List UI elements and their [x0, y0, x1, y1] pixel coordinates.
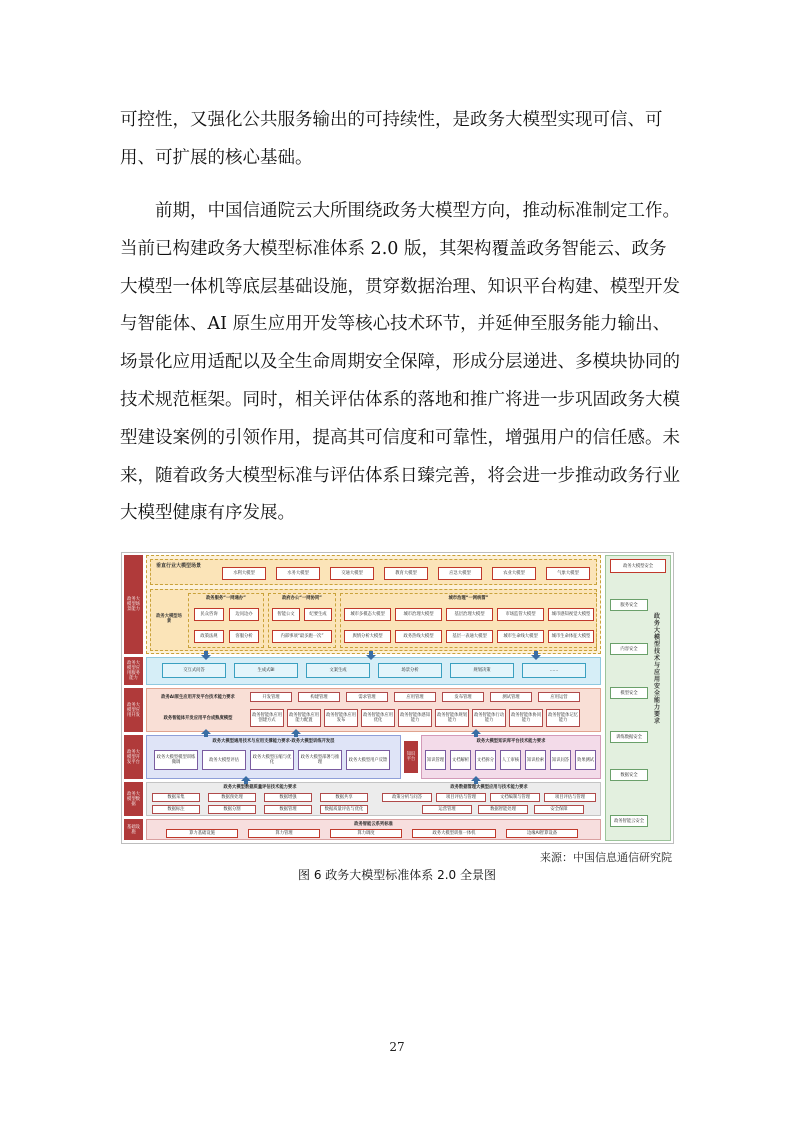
- city-gov-item: 基层一表通大模型: [446, 630, 493, 643]
- city-gov-item: 城市生命线大模型: [497, 630, 544, 643]
- knowledge-item: 知识问答: [550, 750, 571, 770]
- service-item: 规划决策: [450, 663, 514, 678]
- data-mgmt-item: 政策分析与问答: [382, 793, 432, 802]
- agent-item: 政务智能体应用能力配置: [287, 709, 321, 727]
- knowledge-hub: 知识平台: [404, 741, 418, 773]
- industry-item: 水利大模型: [222, 567, 266, 580]
- city-gov-item: 城市感知视觉大模型: [548, 608, 594, 621]
- security-item: 模型安全: [610, 687, 648, 699]
- arrows-service: [146, 651, 601, 661]
- paragraph-2: 前期，中国信通院云大所围绕政务大模型方向，推动标准制定工作。当前已构建政务大模型标准体系 2.0 版，其架构覆盖政务智能云、政务大模型一体机等底层基础设施，贯穿数据治理、知识平台构建、模型开发与智能体、AI 原生应用开发等核心技术环节，并延伸至服务能力输出、场景化应用适配以及全生命周期安全保障，形成分层递进、多模块协同的技术规范框架。同时，相关评估体系的落地和推广将进一步巩固政务大模型建设案例的引领作用，提高其可信度和可靠性，增强用户的信任感。未来，随着政务大模型标准与评估体系日臻完善，将会进一步推动政务行业大模型健康有序发展。: [120, 201, 680, 524]
- gov-service-title: 政务服务“一网通办”: [205, 596, 247, 601]
- arrows-data: [146, 776, 601, 784]
- infra-item: 政务大模型训推一体机: [412, 829, 496, 838]
- knowledge-item: 知识管理: [425, 750, 446, 770]
- left-label-service: 政务大模型应用服务能力: [124, 657, 143, 685]
- gov-office-item: 纪要生成: [304, 608, 332, 621]
- model-dev-item: 政务大模型部署与推理: [298, 750, 342, 770]
- city-gov-item: 城市多模态大模型: [344, 608, 391, 621]
- knowledge-title: 政务大模型知识库平台技术能力要求: [476, 738, 546, 744]
- left-label-devplat: 政务大模型开发平台: [124, 735, 143, 779]
- security-item: 政务智能云安全: [610, 815, 648, 827]
- data-mgmt-item: 文档编制与管理: [490, 793, 540, 802]
- gov-office-item: 智能公文: [272, 608, 300, 621]
- data-quality-item: 数据标注: [152, 805, 200, 814]
- knowledge-item: 文档拆分: [475, 750, 496, 770]
- city-gov-item: 市场监管大模型: [497, 608, 544, 621]
- city-gov-item: 基层治理大模型: [446, 608, 493, 621]
- agent-item: 政务智能体应用发布: [324, 709, 358, 727]
- data-mgmt-item: 数据智能处理: [478, 805, 528, 814]
- infra-item: 算力调度: [330, 829, 402, 838]
- city-gov-item: 城市治理大模型: [395, 608, 442, 621]
- security-item: 内容安全: [610, 643, 648, 655]
- infra-item: 边缘AI智算设备: [506, 829, 578, 838]
- data-quality-item: 数据增强: [264, 793, 312, 802]
- agent-item: 政务智能体应用优化: [361, 709, 395, 727]
- ai-native-item: 构建管理: [298, 692, 340, 702]
- ai-native-item: 开发管理: [250, 692, 292, 702]
- service-item: 文案生成: [306, 663, 370, 678]
- industry-item: 气象大模型: [546, 567, 590, 580]
- ai-native-item: 测试管理: [490, 692, 532, 702]
- model-dev-item: 政务大模型压缩与优化: [250, 750, 294, 770]
- agent-item: 政务智能体应用创建方式: [250, 709, 284, 727]
- industry-item: 农业大模型: [492, 567, 536, 580]
- security-top: 政务大模型安全: [610, 559, 666, 573]
- data-quality-item: 数据采集: [152, 793, 200, 802]
- ai-native-item: 应用运营: [538, 692, 580, 702]
- security-item: 服务安全: [610, 599, 648, 611]
- ai-native-item: 发布管理: [442, 692, 484, 702]
- ai-native-title: 政务AI原生应用开发平台技术能力要求: [161, 695, 235, 700]
- security-title: 政务大模型技术与应用安全能力要求: [653, 613, 660, 725]
- knowledge-item: 知识检索: [525, 750, 546, 770]
- service-item: 生成式BI: [234, 663, 298, 678]
- data-quality-item: 数据共享: [320, 793, 368, 802]
- city-gov-item: 城市生命体征大模型: [548, 630, 594, 643]
- gov-office-title: 政府办公“一网协同”: [281, 596, 323, 601]
- data-mgmt-title: 政务数据管理大模型应用与技术能力要求: [450, 785, 528, 790]
- agent-item: 政务智能体协同能力: [509, 709, 543, 727]
- city-gov-item: 政务热线大模型: [395, 630, 442, 643]
- scene-label: 政务大模型场景: [156, 614, 182, 624]
- figure-source: 来源：中国信息通信研究院: [540, 851, 672, 864]
- data-mgmt-item: 运营管理: [422, 805, 472, 814]
- page-number: 27: [389, 1040, 405, 1054]
- knowledge-item: 文档解析: [450, 750, 471, 770]
- service-item: ……: [522, 663, 586, 678]
- left-label-scene: 政务大模型场景能力: [124, 555, 143, 654]
- service-item: 交互式问答: [162, 663, 226, 678]
- agent-item: 政务智能体感知能力: [398, 709, 432, 727]
- data-quality-title: 政务大模型数据质量评估技术能力要求: [223, 785, 297, 790]
- gov-service-item: 民众咨询: [194, 608, 224, 621]
- left-label-data: 政务大模型数据: [124, 782, 143, 816]
- agent-item: 政务智能体规划能力: [435, 709, 469, 727]
- city-gov-item: 舆情分析大模型: [344, 630, 391, 643]
- vertical-industry-title: 垂直行业大模型场景: [156, 563, 202, 569]
- model-dev-item: 政务大模型用户反馈: [346, 750, 390, 770]
- left-label-appdev: 政务大模型应用开发: [124, 688, 143, 732]
- industry-item: 交通大模型: [330, 567, 374, 580]
- ai-native-item: 应用管理: [394, 692, 436, 702]
- gov-service-item: 客服分析: [229, 630, 259, 643]
- industry-item: 教育大模型: [384, 567, 428, 580]
- security-item: 训练数据安全: [610, 731, 648, 743]
- agent-platform-title: 政务智能体开发应用平台成熟度模型: [163, 715, 233, 721]
- arrows-devplat: [146, 729, 601, 737]
- infra-title: 政务智能云系列标准: [354, 821, 393, 827]
- agent-item: 政务智能体行动能力: [472, 709, 506, 727]
- gov-office-item: 内部事项“最多跑一次”: [272, 630, 332, 643]
- model-dev-item: 政务大模型模型训练微调: [154, 750, 198, 770]
- infra-item: 算力管理: [248, 829, 320, 838]
- paragraph-1: 可控性，又强化公共服务输出的可持续性，是政务大模型实现可信、可用、可扩展的核心基础。: [120, 110, 663, 168]
- ai-native-item: 需求管理: [346, 692, 388, 702]
- agent-item: 政务智能体记忆能力: [546, 709, 580, 727]
- gov-service-item: 政策法规: [194, 630, 224, 643]
- industry-item: 应急大模型: [438, 567, 482, 580]
- data-quality-item: 数据管理: [264, 805, 312, 814]
- security-item: 数据安全: [610, 769, 648, 781]
- data-mgmt-item: 项目评估与管理: [436, 793, 486, 802]
- city-gov-title: 城市治理“一网统管”: [448, 596, 489, 601]
- model-dev-title: 政务大模型通用技术与应用支撑能力要求·政务大模型训练开发层: [212, 738, 335, 744]
- model-dev-item: 政务大模型评估: [202, 750, 246, 770]
- data-mgmt-item: 项目评估与管理: [544, 793, 596, 802]
- gov-service-item: 边问边办: [229, 608, 259, 621]
- data-quality-item: 数据预处理: [208, 793, 256, 802]
- knowledge-item: 效果测试: [575, 750, 596, 770]
- infra-item: 算力基础设施: [166, 829, 238, 838]
- data-quality-item: 数据质量评估与优化: [320, 805, 368, 814]
- figure-caption: 图 6 政务大模型标准体系 2.0 全景图: [298, 868, 496, 882]
- industry-item: 水务大模型: [276, 567, 320, 580]
- knowledge-item: 人工审核: [500, 750, 521, 770]
- left-label-infra: 基础设施: [124, 819, 143, 840]
- data-quality-item: 数据分割: [208, 805, 256, 814]
- standard-system-figure: [121, 552, 674, 844]
- data-mgmt-item: 安全保障: [534, 805, 584, 814]
- service-item: 场景分析: [378, 663, 442, 678]
